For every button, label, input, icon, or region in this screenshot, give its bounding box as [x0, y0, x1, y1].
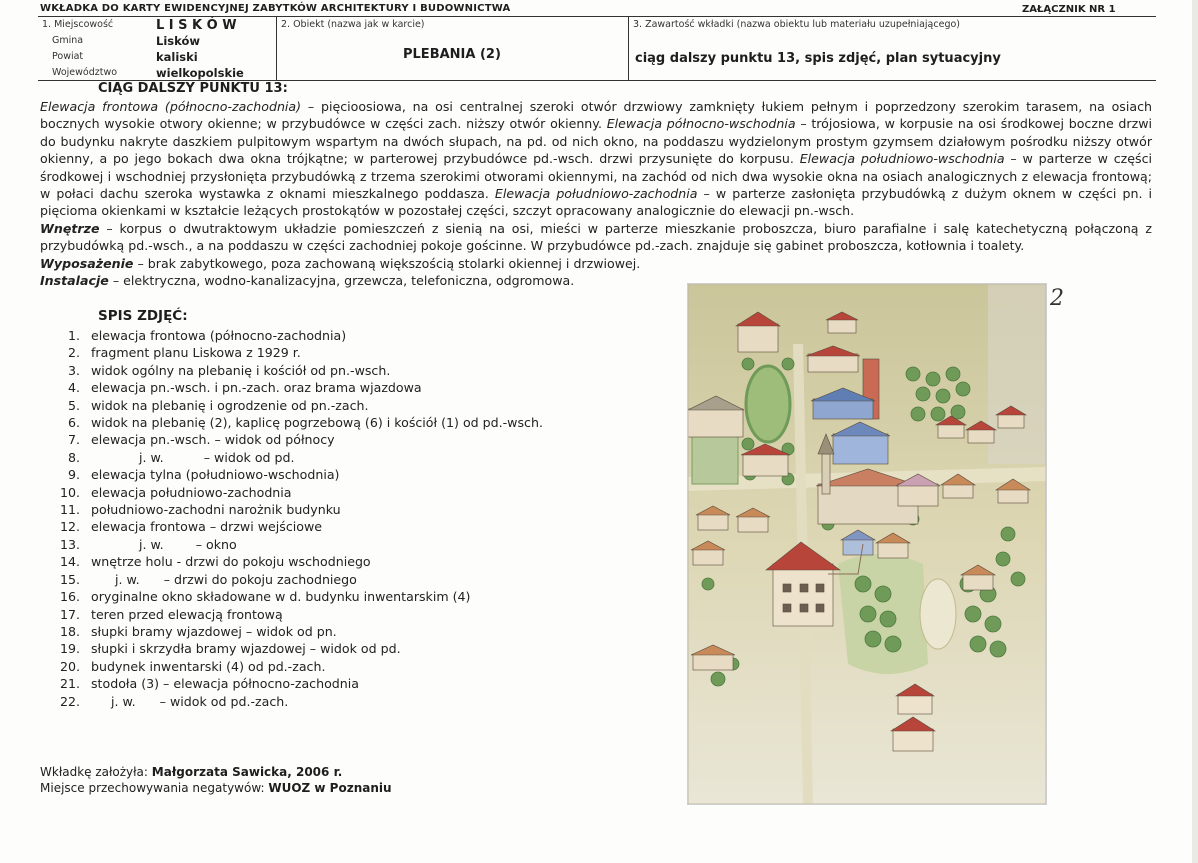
sw-elevation-text: – w parterze zasłonięta przybudówką z dużym oknem w części pn. i pięcioma okienkami w kształcie leżących prostokątów w pozostałej części, szczyt opracowany analogicznie do elewacji pn.-wsch.: [40, 186, 1153, 219]
photo-list-number: 17.: [59, 606, 80, 622]
photo-number-handwritten: 2: [1050, 286, 1064, 311]
sheet-edge: [1192, 0, 1198, 863]
author-value: Małgorzata Sawicka, 2006 r.: [151, 765, 343, 779]
interior-paragraph: [40, 220, 1152, 255]
photo-list-item: [40, 606, 543, 623]
object-name: PLEBANIA (2): [403, 47, 501, 62]
photo-list-number: 7.: [67, 432, 80, 448]
installations-text: – elektryczna, wodno-kanalizacyjna, grzewcza, telefoniczna, odgromowa.: [108, 273, 575, 289]
photo-list-text: stodoła (3) – elewacja północno-zachodnia: [91, 676, 359, 692]
photo-list-item: [40, 327, 543, 344]
photo-list-text: elewacja pn.-wsch. i pn.-zach. oraz brama wjazdowa: [91, 380, 422, 396]
photo-list-number: 3.: [67, 362, 80, 378]
photo-list-item: [40, 693, 543, 710]
photo-list-text: oryginalne okno składowane w d. budynku inwentarskim (4): [91, 589, 471, 605]
col-divider-1: [276, 16, 277, 80]
author-label: Wkładkę założyła:: [40, 765, 152, 779]
description-text: [40, 98, 1152, 289]
powiat-value: kaliski: [156, 50, 198, 64]
author-line: [40, 765, 342, 779]
photo-list-number: 22.: [59, 693, 80, 709]
photo-list-number: 12.: [59, 519, 80, 535]
equipment-paragraph: [40, 255, 1152, 272]
photo-list-text: południowo-zachodni narożnik budynku: [91, 502, 341, 518]
front-elevation-label: Elewacja frontowa (północno-zachodnia): [40, 99, 302, 114]
object-label: 2. Obiekt (nazwa jak w karcie): [281, 19, 425, 30]
col-divider-2: [628, 16, 629, 80]
photo-list-number: 5.: [67, 397, 80, 413]
photo-list-item: [40, 397, 543, 414]
equipment-text: – brak zabytkowego, poza zachowaną większością stolarki okiennej i drzwiowej.: [133, 255, 641, 271]
woj-label: Województwo: [52, 67, 118, 78]
photo-list-text: wnętrze holu - drzwi do pokoju wschodniego: [91, 554, 371, 570]
photo-list-number: 21.: [59, 676, 80, 692]
photo-list-item: [40, 466, 543, 483]
photo-list-number: 6.: [67, 415, 80, 431]
photo-list-item: [40, 553, 543, 570]
se-elevation-text: – w parterze w części środkowej i wschodniej przysłonięta przybudówką z trzema szerokimi otworami okiennymi, na zachód od nich dwa wysokie okna na osiach analogicznych z elewacja frontową; w połaci dachu szeroka wystawka z oknami mieszkalnego poddasza.: [40, 151, 1153, 202]
photo-list-text: słupki bramy wjazdowej – widok od pn.: [91, 623, 337, 639]
photo-list-item: [40, 588, 543, 605]
sw-elevation-label: Elewacja południowo-zachodnia: [494, 186, 698, 202]
photo-list-item: [40, 344, 543, 361]
photo-list-item: [40, 431, 543, 448]
photo-list-text: elewacja frontowa (północno-zachodnia): [91, 328, 347, 343]
content-label: 3. Zawartość wkładki (nazwa obiektu lub materiału uzupełniającego): [633, 19, 960, 30]
photo-list: [40, 327, 543, 710]
photo-list-item: [40, 501, 543, 518]
equipment-label: Wyposażenie: [40, 255, 134, 271]
photo-list-item: [40, 536, 543, 553]
village-plan-image: [687, 283, 1047, 805]
attachment-number: ZAŁĄCZNIK NR 1: [1022, 4, 1116, 15]
photo-list-item: [40, 484, 543, 501]
photo-list-number: 9.: [67, 467, 80, 483]
location-place: L I S K Ó W: [156, 18, 237, 33]
photo-list-number: 8.: [67, 449, 80, 465]
se-elevation-label: Elewacja południowo-wschodnia: [799, 151, 1005, 167]
photo-list-item: [40, 414, 543, 431]
photo-list-number: 14.: [59, 554, 80, 570]
photo-list-text: widok na plebanię (2), kaplicę pogrzebową (6) i kościół (1) od pd.-wsch.: [91, 415, 543, 431]
photo-list-text: elewacja pn.-wsch. – widok od północy: [91, 432, 335, 448]
header-top-rule: [38, 16, 1156, 17]
photo-list-item: [40, 449, 543, 466]
photo-list-item: [40, 623, 543, 640]
photo-list-number: 20.: [59, 658, 80, 674]
photo-list-text: fragment planu Liskowa z 1929 r.: [91, 345, 301, 361]
section-title: CIĄG DALSZY PUNKTU 13:: [98, 81, 288, 96]
storage-line: [40, 781, 392, 795]
photo-list-item: [40, 640, 543, 657]
storage-value: WUOZ w Poznaniu: [268, 781, 392, 795]
photo-list-text: widok ogólny na plebanię i kościół od pn.-wsch.: [91, 362, 391, 378]
photo-list-text: j. w. – okno: [91, 536, 237, 552]
photo-list-number: 15.: [59, 571, 80, 587]
ne-elevation-label: Elewacja północno-wschodnia: [606, 116, 796, 132]
photo-list-text: elewacja frontowa – drzwi wejściowe: [91, 519, 323, 535]
photo-list-text: elewacja południowo-zachodnia: [91, 484, 292, 500]
photo-list-number: 2.: [67, 345, 80, 361]
photo-list-text: teren przed elewacją frontową: [91, 606, 283, 622]
photo-list-item: [40, 675, 543, 692]
photo-list-text: budynek inwentarski (4) od pd.-zach.: [91, 658, 326, 674]
photo-list-number: 16.: [59, 589, 80, 605]
woj-value: wielkopolskie: [156, 66, 244, 80]
interior-label: Wnętrze: [40, 220, 100, 236]
photo-list-number: 19.: [59, 641, 80, 657]
photo-list-text: widok na plebanię i ogrodzenie od pn.-zach.: [91, 397, 369, 413]
photo-list-heading: SPIS ZDJĘĆ:: [98, 308, 188, 324]
ne-elevation-text: – trójosiowa, w korpusie na osi środkowej boczne drzwi do budynku nakryte daszkiem pulpitowym wspartym na dwóch słupach, na pd. od nich okno, na poddaszu wydzielonym prostym gzymsem działowym pośrodku niższy otwór okienny, a po jego bokach dwa okna trójkątne; w parterowej przybudówce pd.-wsch. drzwi przysunięte do korpusu.: [40, 116, 1152, 167]
header-title: WKŁADKA DO KARTY EWIDENCYJNEJ ZABYTKÓW ARCHITEKTURY I BUDOWNICTWA: [40, 3, 511, 14]
photo-list-number: 18.: [59, 623, 80, 639]
photo-list-text: j. w. – widok od pd.-zach.: [91, 693, 289, 709]
content-value: ciąg dalszy punktu 13, spis zdjęć, plan sytuacyjny: [635, 51, 1001, 66]
photo-list-text: j. w. – drzwi do pokoju zachodniego: [91, 571, 357, 587]
interior-text: – korpus o dwutraktowym układzie pomieszczeń z sienią na osi, mieści w parterze mieszkanie proboszcza, biuro parafialne i salę katechetyczną połączoną z przybudówką pd.-wsch., a na poddaszu w części zachodniej pokoje gościnne. W przybudówce pd.-zach. znajduje się gabinet proboszcza, kotłownia i toalety.: [40, 220, 1152, 254]
gmina-label: Gmina: [52, 35, 84, 46]
photo-list-text: słupki i skrzydła bramy wjazdowej – widok od pd.: [91, 641, 401, 657]
elevations-paragraph: [40, 98, 1152, 220]
storage-label: Miejsce przechowywania negatywów:: [40, 781, 269, 795]
photo-list-text: elewacja tylna (południowo-wschodnia): [91, 467, 340, 483]
photo-list-number: 11.: [59, 502, 80, 518]
photo-list-number: 1.: [67, 328, 80, 343]
photo-list-text: j. w. – widok od pd.: [91, 449, 295, 465]
front-elevation-text: – pięcioosiowa, na osi centralnej szeroki otwór drzwiowy zamknięty łukiem pełnym i poprzedzony szerokim tarasem, na osiach bocznych wysokie otwory okienne; w przybudówce w części zach. niższy otwór okienny.: [40, 99, 1152, 132]
location-heading: 1. Miejscowość: [42, 19, 114, 30]
powiat-label: Powiat: [52, 51, 84, 62]
photo-list-number: 4.: [67, 380, 80, 396]
photo-list-item: [40, 658, 543, 675]
installations-label: Instalacje: [40, 273, 109, 289]
photo-list-item: [40, 518, 543, 535]
photo-list-item: [40, 379, 543, 396]
photo-list-item: [40, 362, 543, 379]
photo-list-item: [40, 571, 543, 588]
gmina-value: Lisków: [156, 34, 200, 48]
photo-list-number: 13.: [59, 536, 80, 552]
photo-list-number: 10.: [59, 484, 80, 500]
